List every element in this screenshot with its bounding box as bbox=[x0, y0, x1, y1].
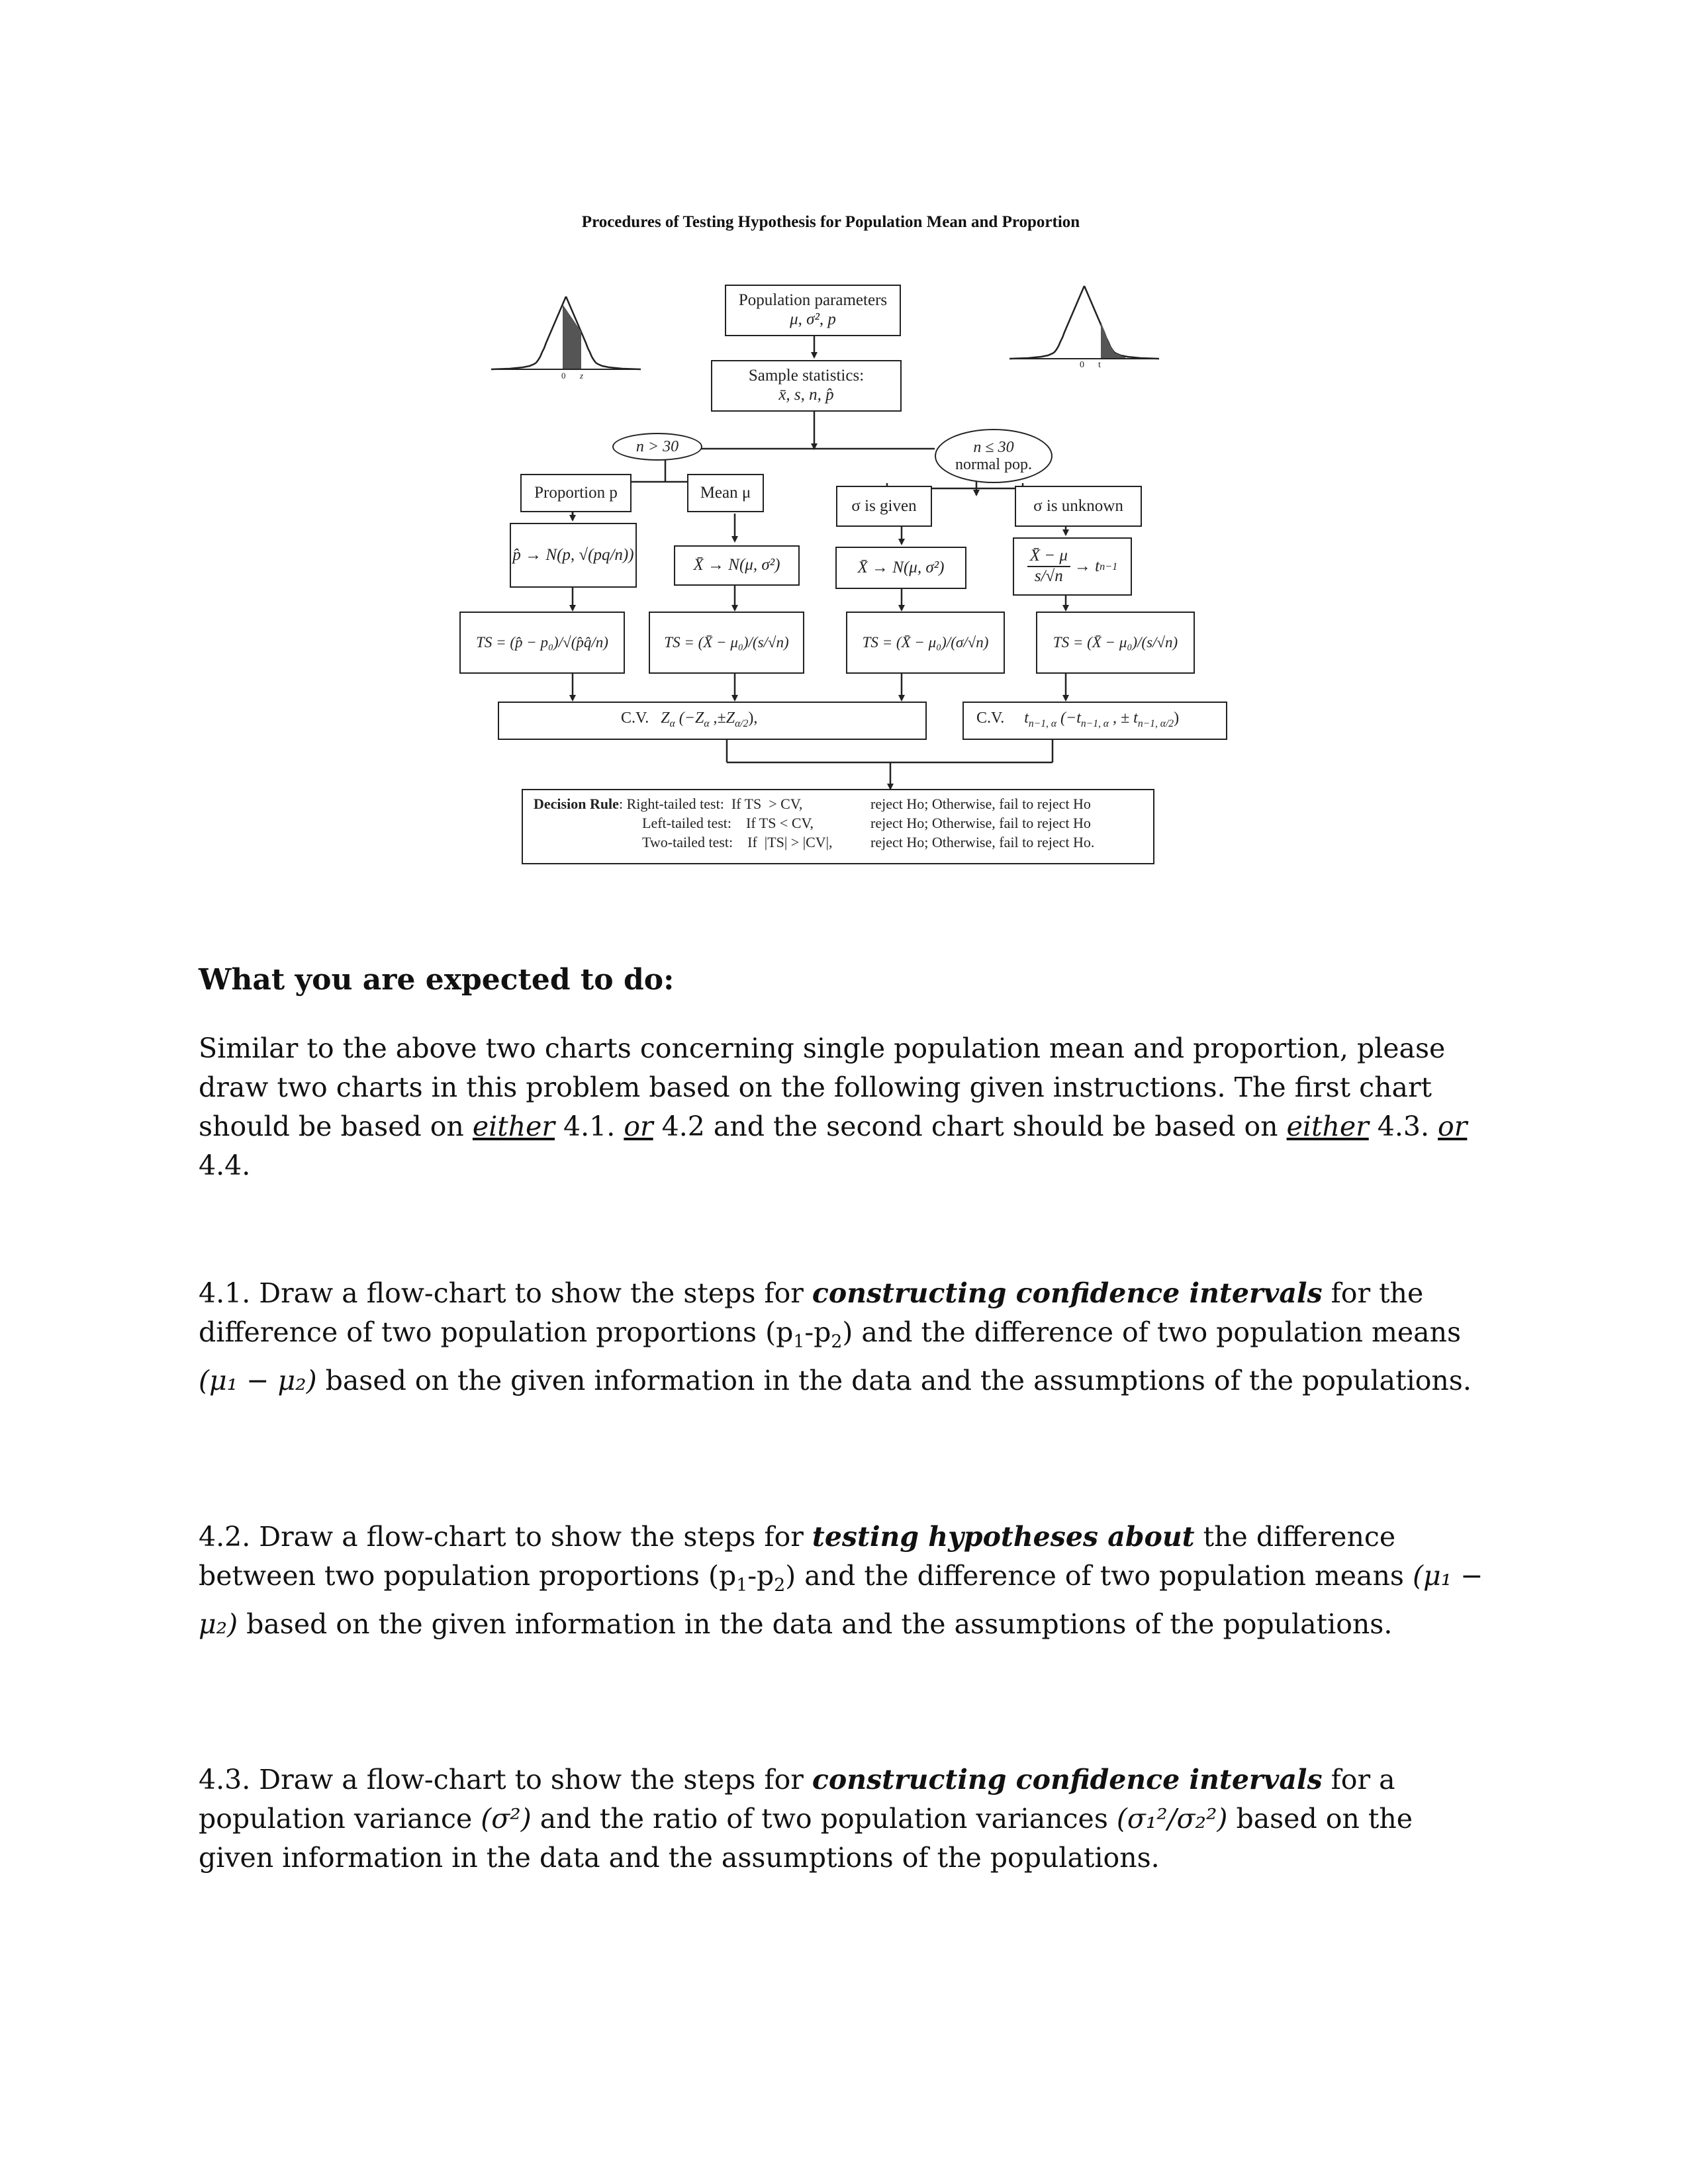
intro-paragraph: Similar to the above two charts concerning single population mean and proportion, please draw two charts in this problem based on the following given instructions. The first chart should be based on either 4.1. or 4.2 and the second chart should be based on either 4.3. or 4.4. bbox=[199, 1032, 1468, 1181]
curve-zero-label-right: 0 bbox=[1080, 360, 1084, 370]
decision-rule-line-2: Left-tailed test: If TS < CV, bbox=[642, 815, 814, 831]
decision-rule-line-1-result: reject Ho; Otherwise, fail to reject Ho bbox=[870, 796, 1091, 812]
sigma-given-box: σ is given bbox=[836, 486, 932, 527]
n-small-oval: n ≤ 30 normal pop. bbox=[935, 429, 1053, 483]
item-4-3-paragraph: 4.3. Draw a flow-chart to show the steps for constructing confidence intervals for a population variance (σ²) and the ratio of two population variances (σ₁²/σ₂²) based on the given information in the data and the assumptions of the populations. bbox=[199, 1764, 1413, 1874]
proportion-distribution-box: p̂ → N(p, √(pq/n)) bbox=[510, 523, 637, 588]
item-4-1-paragraph: 4.1. Draw a flow-chart to show the steps for constructing confidence intervals for the difference of two population proportions $(p_1-p_2)$ and the difference of two population means (μ₁ − μ₂) based on the given information in the data and the assumptions of the populations. bbox=[199, 1277, 1472, 1397]
proportion-box: Proportion p bbox=[520, 474, 632, 512]
flowchart-connectors bbox=[0, 0, 1688, 887]
sigma-unknown-box: σ is unknown bbox=[1015, 486, 1142, 527]
decision-rule-line-3: Two-tailed test: If |TS| > |CV|, bbox=[642, 834, 833, 850]
t-critical-value-text: C.V. $t_{n-1, \alpha}$ ($-t_{n-1, \alpha}$ , ± $t_{n-1, \alpha/2}$) bbox=[976, 709, 1180, 729]
normal-curve-icon bbox=[491, 296, 641, 369]
section-heading: What you are expected to do: bbox=[199, 963, 675, 997]
curve-zero-label: 0 bbox=[561, 371, 566, 381]
curve-z-label: z bbox=[580, 371, 584, 381]
proportion-test-statistic-box: TS = (p̂ − p₀)/√(p̂q̂/n) bbox=[459, 612, 625, 674]
decision-rule-line-3-result: reject Ho; Otherwise, fail to reject Ho. bbox=[870, 834, 1095, 850]
sigma-unknown-test-statistic-box: TS = (X̄ − μ₀)/(s/√n) bbox=[1036, 612, 1195, 674]
decision-rule-line-2-result: reject Ho; Otherwise, fail to reject Ho bbox=[870, 815, 1091, 831]
sample-statistics-box: Sample statistics: x̄, s, n, p̂ bbox=[711, 360, 902, 412]
mean-test-statistic-box: TS = (X̄ − μ₀)/(s/√n) bbox=[649, 612, 804, 674]
curve-t-label: t bbox=[1098, 360, 1101, 370]
sigma-given-test-statistic-box: TS = (X̄ − μ₀)/(σ/√n) bbox=[846, 612, 1005, 674]
item-4-2-paragraph: 4.2. Draw a flow-chart to show the steps for testing hypotheses about the difference between two population proportions $(p_1-p_2)$ and the difference of two population means (μ₁ − μ₂) based on the given information in the data and the assumptions of the populations. bbox=[199, 1521, 1483, 1641]
mean-distribution-box: X̄ → N(μ, σ²) bbox=[674, 545, 800, 586]
z-critical-value-text: C.V. $Z_\alpha$ ($-Z_\alpha$ $,\pm Z_{\alpha/2}$), bbox=[621, 709, 758, 729]
flowchart-figure bbox=[0, 0, 1688, 887]
sigma-given-distribution-box: X̄ → N(μ, σ²) bbox=[835, 547, 966, 589]
decision-rule-line-1: Decision Rule: Right-tailed test: If TS > CV, bbox=[534, 796, 803, 812]
n-large-oval: n > 30 bbox=[612, 433, 702, 461]
figure-title: Procedures of Testing Hypothesis for Population Mean and Proportion bbox=[581, 213, 1080, 231]
population-parameters-box: Population parameters μ, σ², p bbox=[725, 285, 901, 336]
t-curve-icon bbox=[1009, 286, 1159, 359]
mean-box: Mean μ bbox=[687, 474, 764, 512]
t-distribution-box: X̄ − μ s/√n → t n−1 bbox=[1013, 537, 1132, 596]
